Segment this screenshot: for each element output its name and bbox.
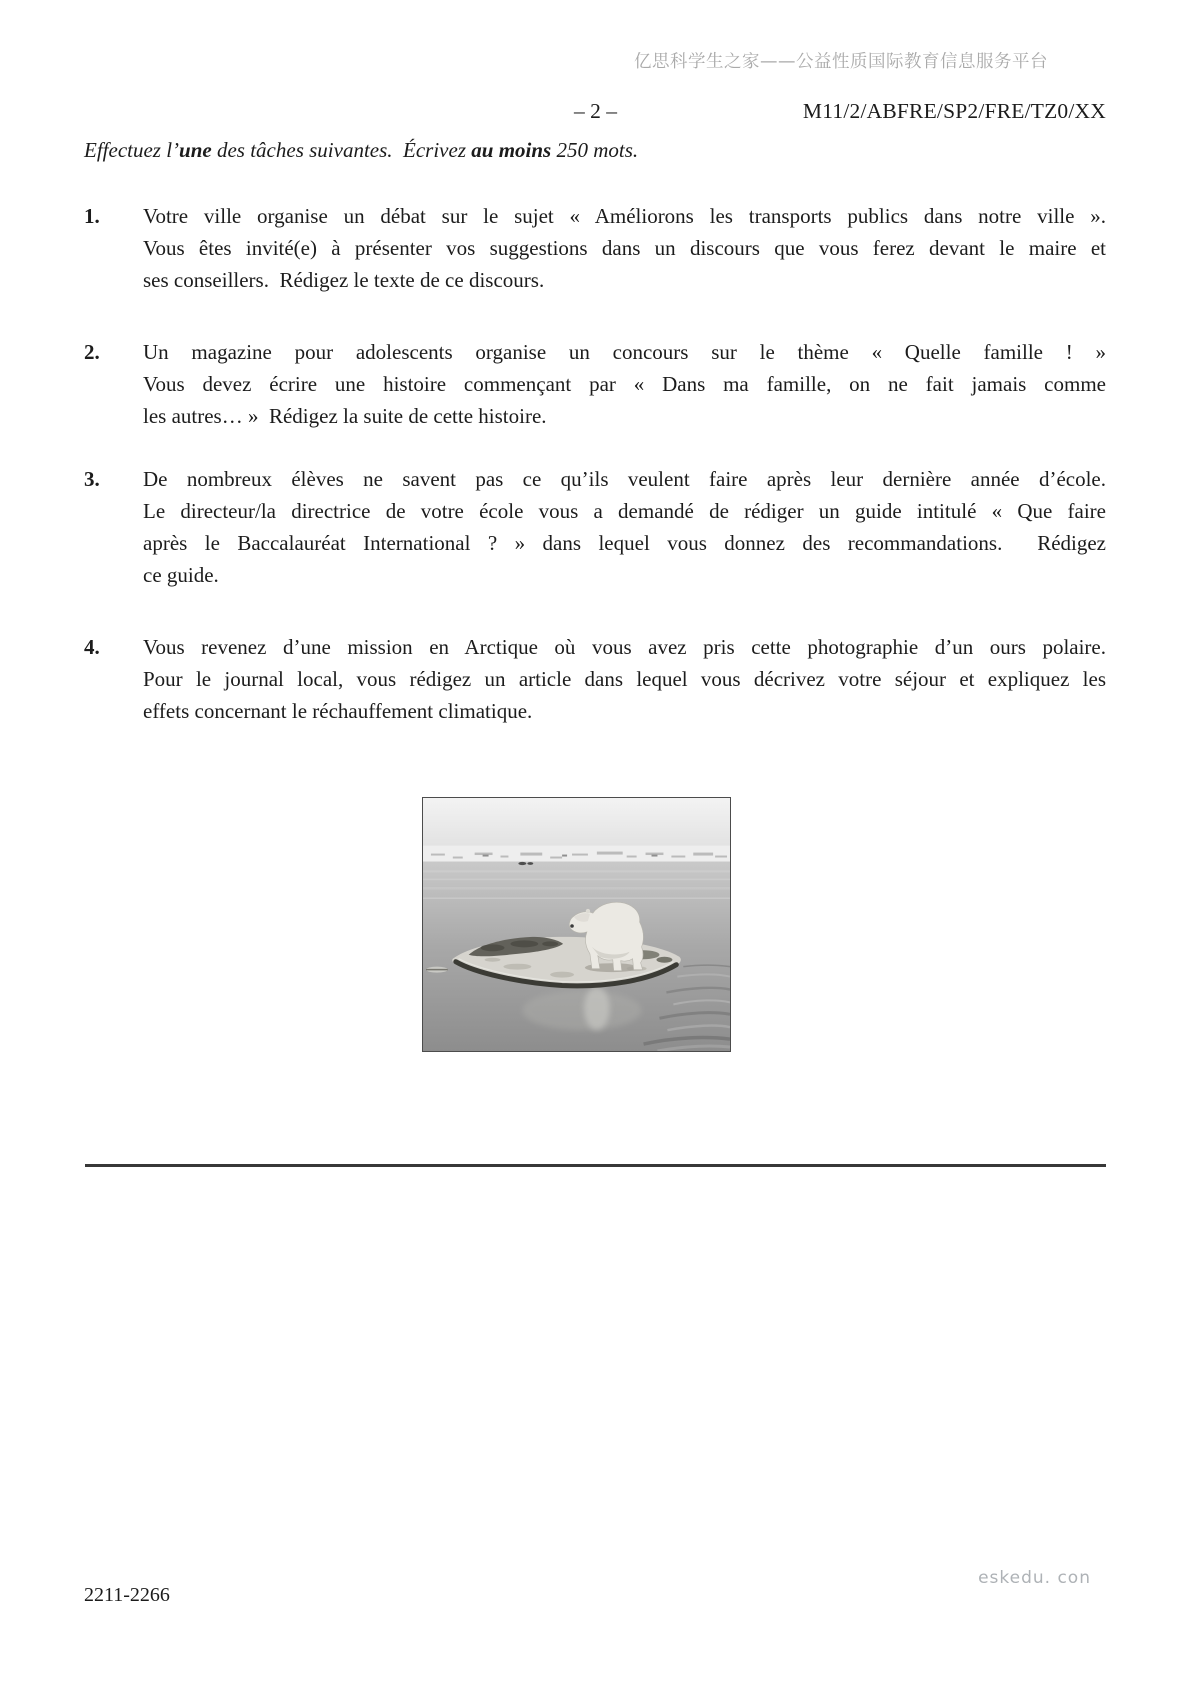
task-number: 1. — [84, 204, 100, 228]
task-line: Vous revenez d’une mission en Arctique où vous avez pris cette photographie d’un ours polaire. — [143, 635, 1106, 659]
task-line: les autres… » Rédigez la suite de cette histoire. — [143, 404, 547, 428]
polar-bear-image — [423, 798, 730, 1051]
task-item-4 — [84, 631, 1106, 727]
instruction-text — [84, 135, 1106, 165]
task-line: Pour le journal local, vous rédigez un article dans lequel vous décrivez votre séjour et expliquez les — [143, 667, 1106, 691]
task-line: ses conseillers. Rédigez le texte de ce discours. — [143, 268, 545, 292]
task-line: effets concernant le réchauffement climatique. — [143, 699, 533, 723]
instruction-part: Effectuez l’ — [84, 138, 180, 162]
instruction-part: des tâches suivantes. Écrivez — [211, 138, 472, 162]
task-number: 3. — [84, 467, 100, 491]
task-item-3 — [84, 463, 1106, 591]
task-line: Un magazine pour adolescents organise un concours sur le thème « Quelle famille ! » — [143, 340, 1106, 364]
task-text — [143, 200, 1106, 296]
instruction-emphasis: au moins — [471, 138, 552, 162]
task-item-2 — [84, 336, 1106, 432]
polar-bear-photo — [422, 797, 731, 1052]
task-text — [143, 463, 1106, 591]
task-line: après le Baccalauréat International ? » dans lequel vous donnez des recommandations. Rédigez — [143, 531, 1106, 555]
task-item-1 — [84, 200, 1106, 296]
task-text — [143, 336, 1106, 432]
task-line: Le directeur/la directrice de votre école vous a demandé de rédiger un guide intitulé « Que faire — [143, 499, 1106, 523]
task-line: De nombreux élèves ne savent pas ce qu’ils veulent faire après leur dernière année d’école. — [143, 467, 1106, 491]
task-number: 4. — [84, 635, 100, 659]
task-line: ce guide. — [143, 563, 219, 587]
task-number: 2. — [84, 340, 100, 364]
footer-session-code: 2211-2266 — [84, 1584, 170, 1606]
instruction-part: 250 mots. — [551, 138, 639, 162]
paper-code: M11/2/ABFRE/SP2/FRE/TZ0/XX — [802, 99, 1106, 123]
page-number: – 2 – — [574, 99, 617, 123]
header-watermark: 亿思科学生之家——公益性质国际教育信息服务平台 — [634, 52, 1048, 72]
footer-site-watermark: eskedu. con — [978, 1568, 1091, 1588]
task-line: Vous êtes invité(e) à présenter vos suggestions dans un discours que vous ferez devant le maire et — [143, 236, 1106, 260]
task-text — [143, 631, 1106, 727]
footer-divider — [85, 1164, 1106, 1167]
instruction-emphasis: une — [179, 138, 212, 162]
task-line: Vous devez écrire une histoire commençant par « Dans ma famille, on ne fait jamais comme — [143, 372, 1106, 396]
task-line: Votre ville organise un débat sur le sujet « Améliorons les transports publics dans notre ville ». — [143, 204, 1106, 228]
